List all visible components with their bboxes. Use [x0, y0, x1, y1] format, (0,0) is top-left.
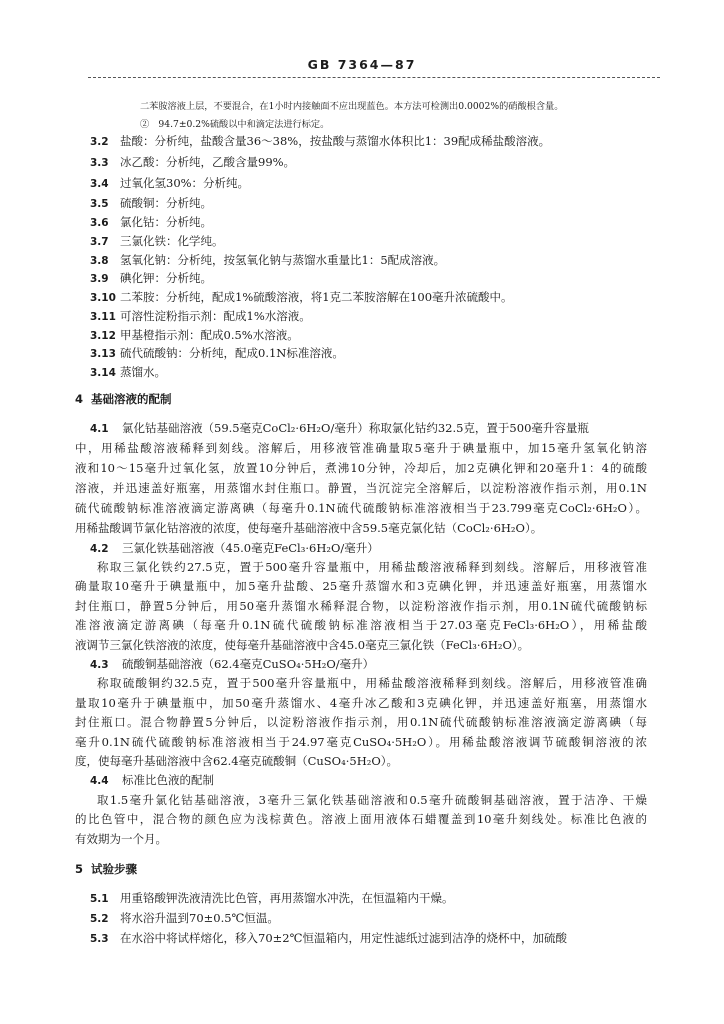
paragraph-line: 硫代硫酸钠标准溶液滴定游离碘（每毫升0.1N硫代硫酸钠标准溶液相当于23.799毫克CoCl₂·6H₂O）。 [75, 501, 647, 515]
header-divider [88, 77, 660, 78]
footnote-line: 二苯胺溶液上层，不要混合，在1小时内接触面不应出现蓝色。本方法可检测出0.0002%的硝酸根含量。 [140, 101, 564, 112]
paragraph-line: 溶液，并迅速盖好瓶塞，用蒸馏水封住瓶口。静置，当沉淀完全溶解后，以淀粉溶液作指示剂，用0.1N [75, 481, 647, 495]
paragraph-line: 的比色管中，混合物的颜色应为浅棕黄色。溶液上面用液体石蜡覆盖到10毫升刻线处。标准比色液的 [75, 812, 647, 826]
subsection-4-3: 4.3 硫酸铜基础溶液（62.4毫克CuSO₄·5H₂O/毫升） [90, 657, 375, 671]
reagent-item: 3.3 冰乙酸：分析纯，乙酸含量99%。 [90, 155, 296, 169]
subsection-4-2: 4.2 三氯化铁基础溶液（45.0毫克FeCl₃·6H₂O/毫升） [90, 541, 379, 555]
footnote-line: ② 94.7±0.2%硫酸以中和滴定法进行标定。 [140, 119, 330, 130]
reagent-item: 3.11 可溶性淀粉指示剂：配成1%水溶液。 [90, 309, 311, 323]
reagent-item: 3.12 甲基橙指示剂：配成0.5%水溶液。 [90, 328, 299, 342]
reagent-item: 3.14 蒸馏水。 [90, 365, 166, 379]
section-heading: 4 基础溶液的配制 [75, 392, 172, 406]
step-item: 5.3 在水浴中将试样熔化，移入70±2℃恒温箱内，用定性滤纸过滤到洁净的烧杯中，加硫酸 [90, 931, 567, 945]
paragraph-line: 液和10～15毫升过氧化氢，放置10分钟后，煮沸10分钟，冷却后，加2克碘化钾和20毫升1：4的硫酸 [75, 461, 647, 475]
paragraph-line: 封住瓶口，静置5分钟后，用50毫升蒸馏水稀释混合物，以淀粉溶液作指示剂，用0.1N硫代硫酸钠标 [75, 599, 647, 613]
paragraph-line: 液调节三氯化铁溶液的浓度，使每毫升基础溶液中含45.0毫克三氯化铁（FeCl₃·6H₂O）。 [75, 638, 530, 652]
reagent-item: 3.10 二苯胺：分析纯，配成1%硫酸溶液，将1克二苯胺溶解在100毫升浓硫酸中。 [90, 290, 513, 304]
paragraph-line: 确量取10毫升于碘量瓶中，加5毫升盐酸、25毫升蒸馏水和3克碘化钾，并迅速盖好瓶塞，用蒸馏水 [75, 579, 647, 593]
paragraph-line: 有效期为一个月。 [75, 832, 167, 846]
standard-code-header: GB 7364—87 [307, 57, 417, 72]
reagent-item: 3.2 盐酸：分析纯，盐酸含量36～38%，按盐酸与蒸馏水体积比1：39配成稀盐酸溶液。 [90, 134, 551, 148]
reagent-item: 3.4 过氧化氢30%：分析纯。 [90, 176, 250, 190]
paragraph-line: 度，使每毫升基础溶液中含62.4毫克硫酸铜（CuSO₄·5H₂O）。 [75, 754, 399, 768]
reagent-item: 3.7 三氯化铁：化学纯。 [90, 234, 224, 248]
subsection-4-4: 4.4 标准比色液的配制 [90, 773, 214, 787]
reagent-item: 3.8 氢氧化钠：分析纯，按氢氧化钠与蒸馏水重量比1：5配成溶液。 [90, 253, 446, 267]
step-item: 5.2 将水浴升温到70±0.5℃恒温。 [90, 911, 279, 925]
paragraph-line: 取1.5毫升氯化钴基础溶液，3毫升三氯化铁基础溶液和0.5毫升硫酸铜基础溶液，置于洁净、干燥 [97, 793, 647, 807]
subsection-4-1: 4.1 氯化钴基础溶液（59.5毫克CoCl₂·6H₂O/毫升）称取氯化钴约32.5克，置于500毫升容量瓶 [90, 421, 589, 435]
paragraph-line: 中，用稀盐酸溶液稀释到刻线。溶解后，用移液管准确量取5毫升于碘量瓶中，加15毫升氢氧化钠溶 [75, 441, 647, 455]
paragraph-line: 毫升0.1N硫代硫酸钠标准溶液相当于24.97毫克CuSO₄·5H₂O）。用稀盐酸溶液调节硫酸铜溶液的浓 [75, 735, 647, 749]
section-heading: 5 试验步骤 [75, 862, 137, 876]
paragraph-line: 用稀盐酸调节氯化钴溶液的浓度，使每毫升基础溶液中含59.5毫克氯化钴（CoCl₂·6H₂O）。 [75, 521, 543, 535]
paragraph-line: 称取硫酸铜约32.5克，置于500毫升容量瓶中，用稀盐酸溶液稀释到刻线。溶解后，用移液管准确 [97, 676, 647, 690]
paragraph-line: 称取三氯化铁约27.5克，置于500毫升容量瓶中，用稀盐酸溶液稀释到刻线。溶解后，用移液管准 [97, 560, 647, 574]
step-item: 5.1 用重铬酸钾洗液清洗比色管，再用蒸馏水冲洗，在恒温箱内干燥。 [90, 891, 454, 905]
reagent-item: 3.6 氯化钴：分析纯。 [90, 215, 212, 229]
reagent-item: 3.5 硫酸铜：分析纯。 [90, 196, 212, 210]
paragraph-line: 量取10毫升于碘量瓶中，加50毫升蒸馏水、4毫升冰乙酸和3克碘化钾，并迅速盖好瓶塞，用蒸馏水 [75, 696, 647, 710]
paragraph-line: 封住瓶口。混合物静置5分钟后，以淀粉溶液作指示剂，用0.1N硫代硫酸钠标准溶液滴定游离碘（每 [75, 715, 647, 729]
reagent-item: 3.9 碘化钾：分析纯。 [90, 271, 212, 285]
paragraph-line: 准溶液滴定游离碘（每毫升0.1N硫代硫酸钠标准溶液相当于27.03毫克FeCl₃·6H₂O），用稀盐酸 [75, 618, 647, 632]
reagent-item: 3.13 硫代硫酸钠：分析纯，配成0.1N标准溶液。 [90, 346, 344, 360]
